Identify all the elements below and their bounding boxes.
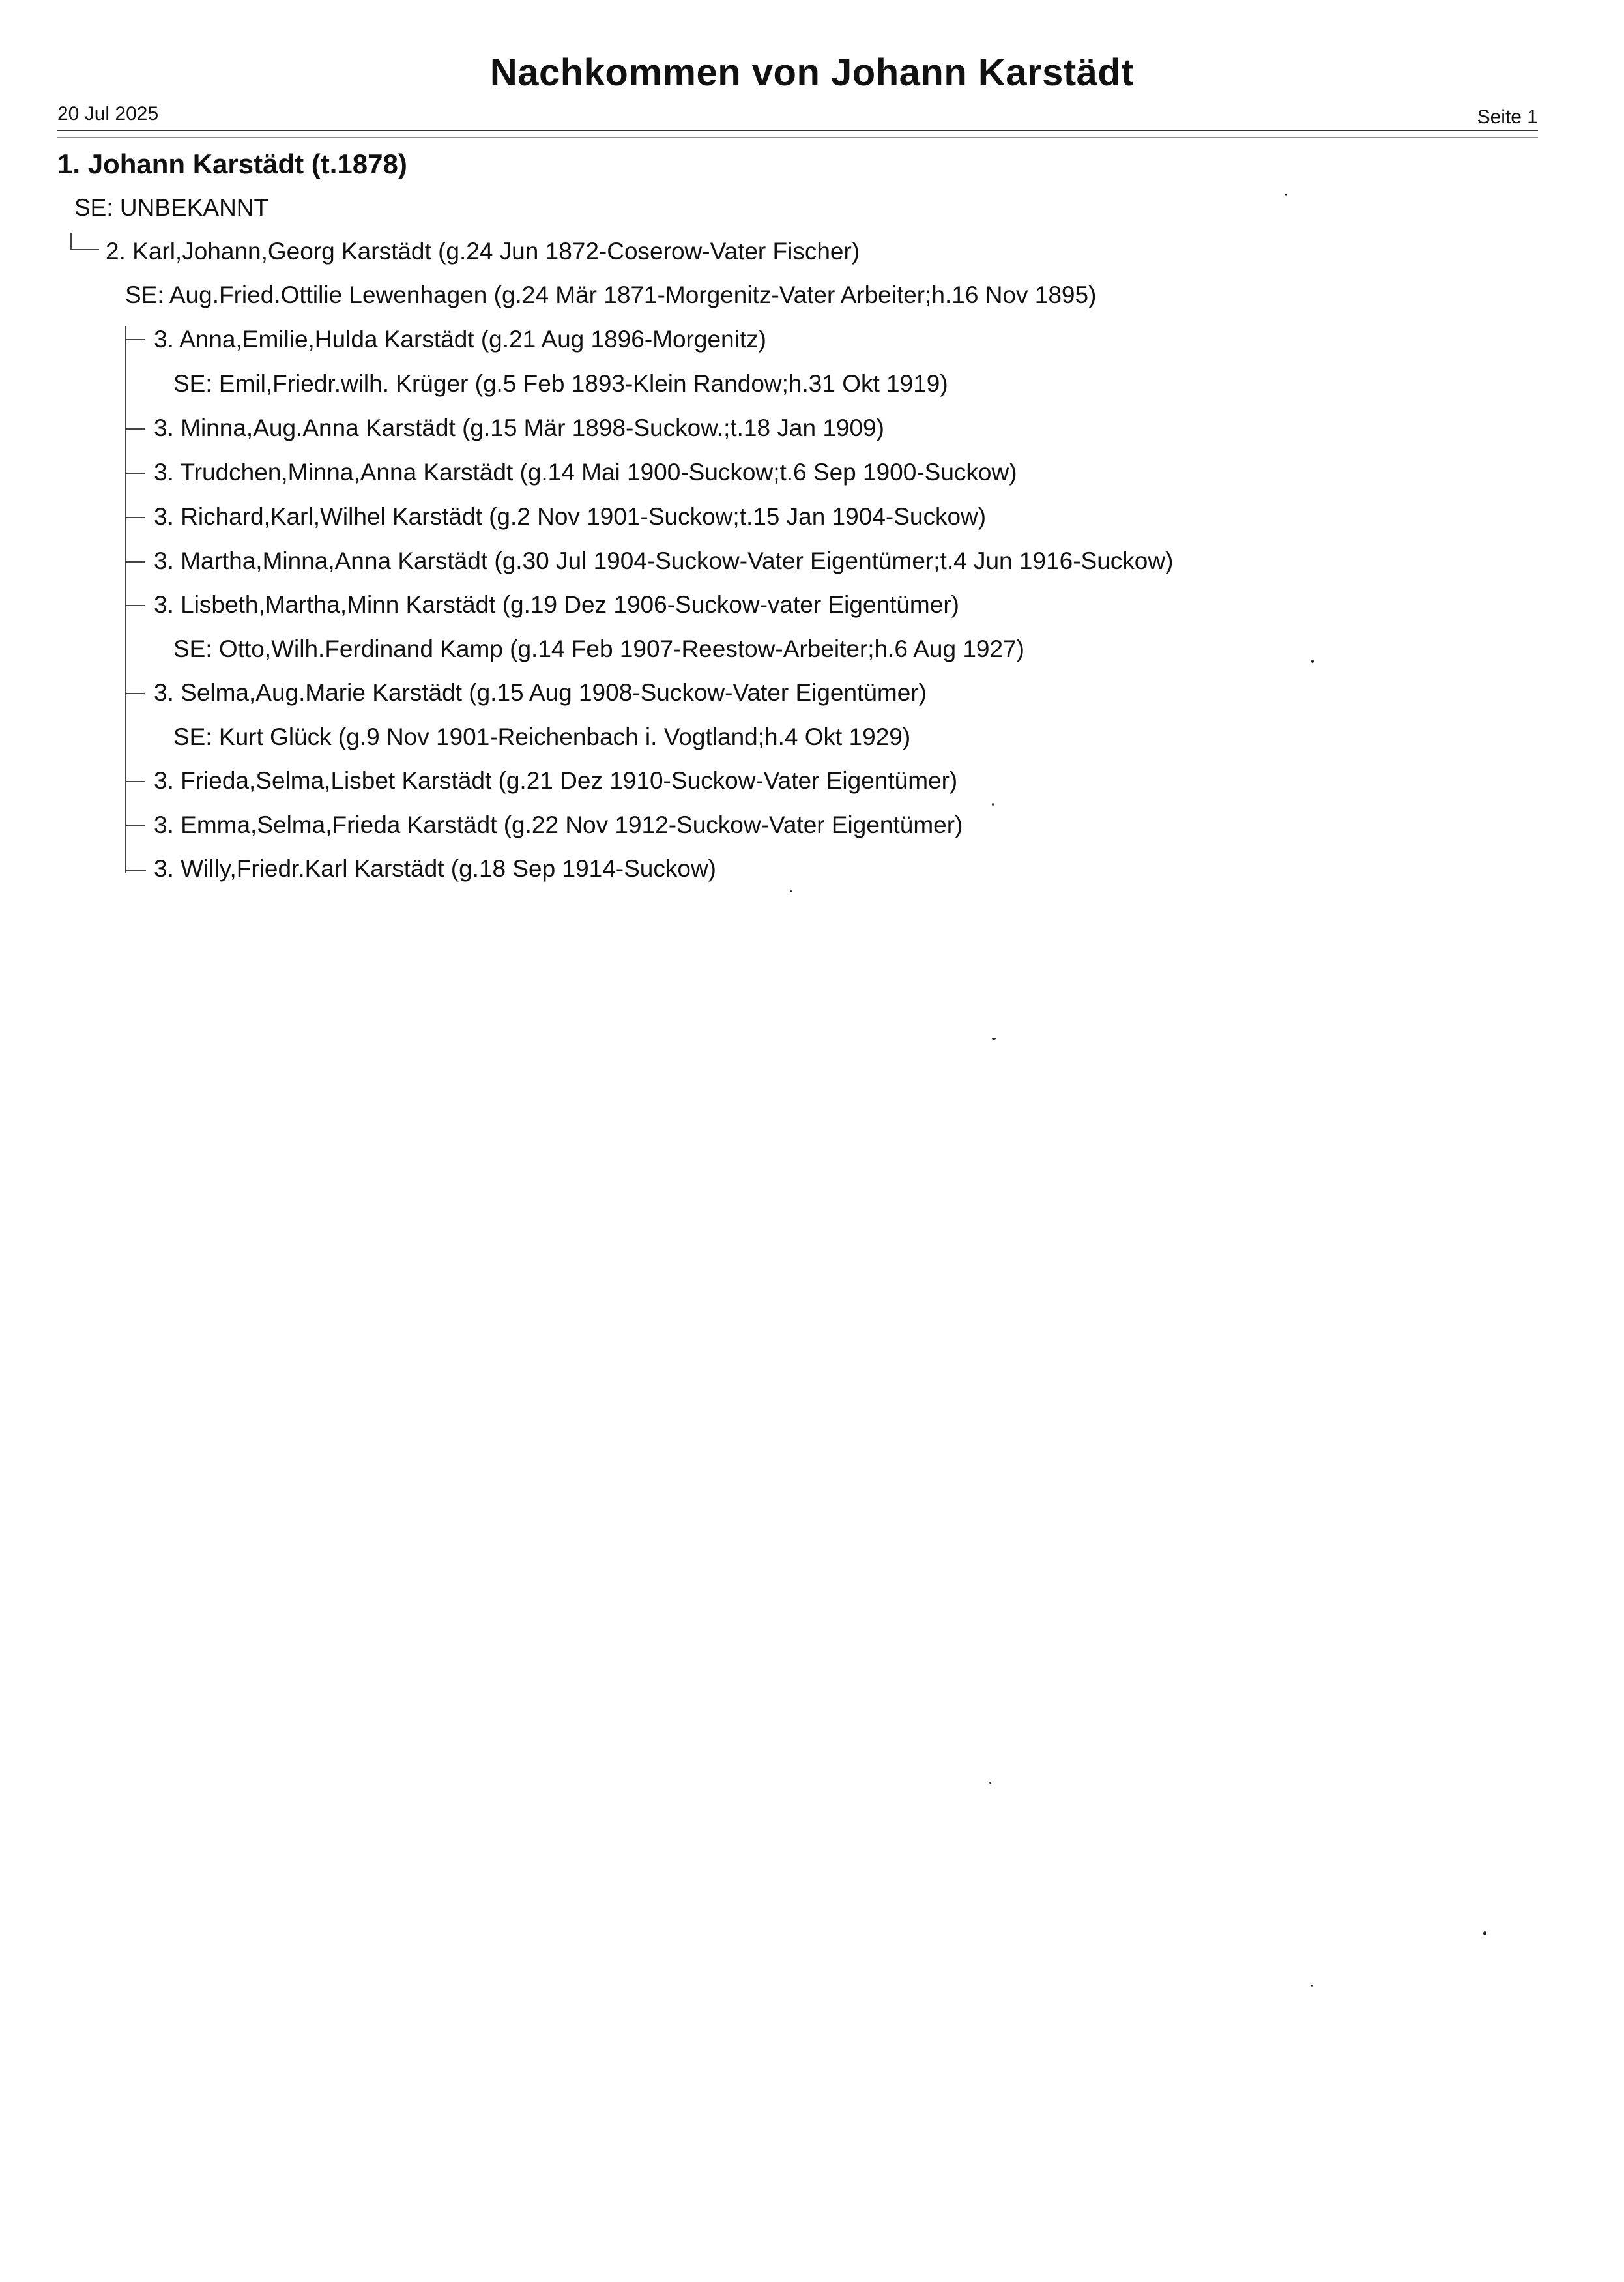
scan-speck bbox=[1483, 1931, 1486, 1935]
tree-connector bbox=[125, 339, 145, 340]
tree-connector bbox=[125, 781, 145, 782]
tree-connector bbox=[125, 561, 145, 563]
spouse-entry: SE: Otto,Wilh.Ferdinand Kamp (g.14 Feb 1907-Reestow-Arbeiter;h.6 Aug 1927) bbox=[173, 636, 1024, 662]
tree-connector bbox=[125, 517, 145, 518]
person-entry: 3. Minna,Aug.Anna Karstädt (g.15 Mär 1898-Suckow.;t.18 Jan 1909) bbox=[154, 415, 884, 441]
tree-connector bbox=[125, 428, 145, 430]
tree-connector bbox=[70, 249, 99, 250]
tree-connector bbox=[125, 825, 145, 826]
spouse-entry: SE: Kurt Glück (g.9 Nov 1901-Reichenbach i. Vogtland;h.4 Okt 1929) bbox=[173, 724, 911, 750]
scan-speck bbox=[989, 1782, 991, 1784]
person-entry: 3. Trudchen,Minna,Anna Karstädt (g.14 Mai 1900-Suckow;t.6 Sep 1900-Suckow) bbox=[154, 459, 1017, 486]
tree-connector bbox=[125, 854, 146, 871]
scan-speck bbox=[992, 803, 994, 806]
person-entry: 3. Willy,Friedr.Karl Karstädt (g.18 Sep 1914-Suckow) bbox=[154, 855, 716, 882]
scan-speck bbox=[790, 890, 792, 892]
person-entry: 3. Emma,Selma,Frieda Karstädt (g.22 Nov 1912-Suckow-Vater Eigentümer) bbox=[154, 812, 963, 838]
person-entry: 3. Selma,Aug.Marie Karstädt (g.15 Aug 1908-Suckow-Vater Eigentümer) bbox=[154, 679, 927, 706]
scan-speck bbox=[1285, 194, 1287, 196]
tree-connector bbox=[125, 693, 145, 694]
scan-speck bbox=[1311, 1985, 1313, 1987]
tree-connector bbox=[125, 326, 126, 873]
scan-speck bbox=[1311, 660, 1314, 663]
print-date: 20 Jul 2025 bbox=[57, 103, 159, 124]
tree-connector bbox=[125, 605, 145, 606]
person-entry: 3. Frieda,Selma,Lisbet Karstädt (g.21 Dez 1910-Suckow-Vater Eigentümer) bbox=[154, 767, 958, 794]
spouse-entry: SE: UNBEKANNT bbox=[74, 194, 269, 221]
header-rule bbox=[57, 137, 1538, 138]
scan-speck bbox=[992, 1038, 996, 1040]
tree-connector bbox=[70, 233, 91, 250]
person-entry: 3. Anna,Emilie,Hulda Karstädt (g.21 Aug 1896-Morgenitz) bbox=[154, 326, 766, 353]
spouse-entry: SE: Aug.Fried.Ottilie Lewenhagen (g.24 Mär 1871-Morgenitz-Vater Arbeiter;h.16 Nov 1895) bbox=[125, 282, 1097, 308]
person-entry: 3. Richard,Karl,Wilhel Karstädt (g.2 Nov 1901-Suckow;t.15 Jan 1904-Suckow) bbox=[154, 503, 987, 530]
header-rule bbox=[57, 130, 1538, 131]
tree-connector bbox=[125, 473, 145, 474]
person-entry: 3. Martha,Minna,Anna Karstädt (g.30 Jul 1904-Suckow-Vater Eigentümer;t.4 Jun 1916-Suckow) bbox=[154, 548, 1174, 574]
page-number: Seite 1 bbox=[1477, 106, 1538, 128]
person-entry: 2. Karl,Johann,Georg Karstädt (g.24 Jun 1872-Coserow-Vater Fischer) bbox=[106, 238, 860, 265]
person-entry: 1. Johann Karstädt (t.1878) bbox=[57, 149, 407, 179]
person-entry: 3. Lisbeth,Martha,Minn Karstädt (g.19 Dez 1906-Suckow-vater Eigentümer) bbox=[154, 591, 959, 618]
spouse-entry: SE: Emil,Friedr.wilh. Krüger (g.5 Feb 1893-Klein Randow;h.31 Okt 1919) bbox=[173, 370, 948, 397]
page-title: Nachkommen von Johann Karstädt bbox=[489, 51, 1135, 94]
